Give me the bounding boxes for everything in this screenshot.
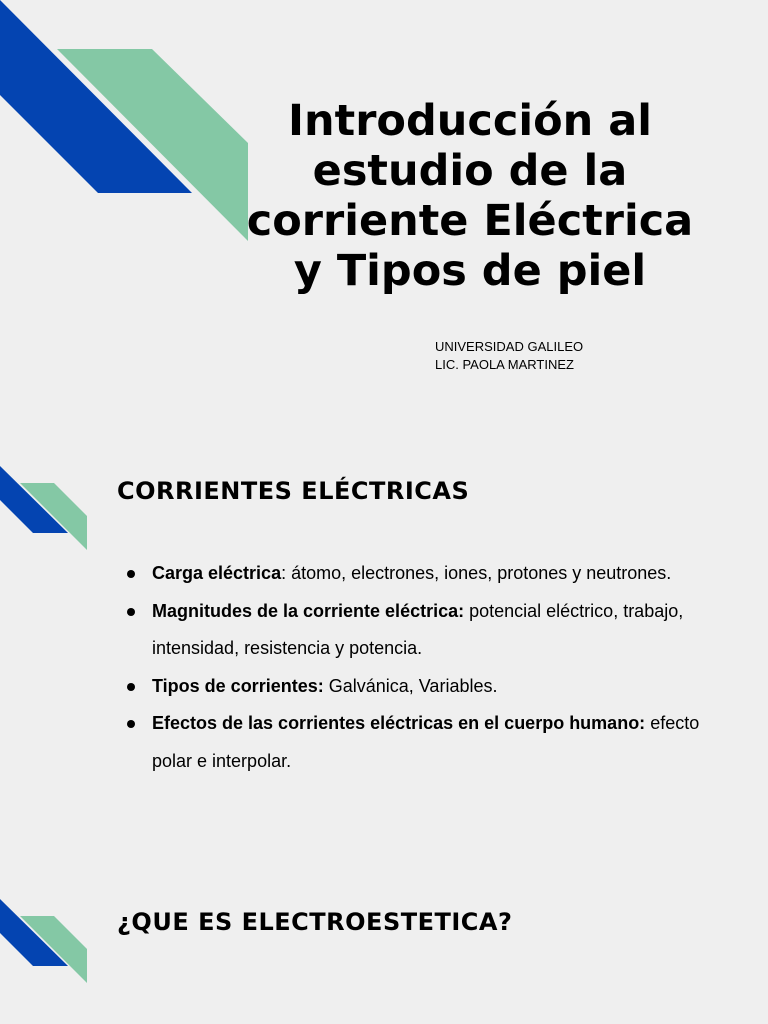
section-heading: ¿QUE ES ELECTROESTETICA? xyxy=(117,908,513,936)
bullet-text: efecto polar e interpolar. xyxy=(152,713,700,771)
bullet-text: Galvánica, Variables. xyxy=(323,675,498,696)
bullet-text: potencial eléctrico, trabajo, intensidad, resistencia y potencia. xyxy=(152,600,684,658)
bullet-bold: Carga eléctrica xyxy=(152,563,282,583)
bullet-bold: Efectos de las corrientes eléctricas en el cuerpo humano: xyxy=(152,713,646,733)
electroestetica-corner-decoration xyxy=(0,896,90,986)
presentation-title: Introducción al estudio de la corriente Eléctrica y Tipos de piel xyxy=(246,96,694,296)
bullet-text: : átomo, electrones, iones, protones y neutrones. xyxy=(281,563,672,583)
bullet-bold: Magnitudes de la corriente eléctrica: xyxy=(152,600,465,621)
subtitle-university: UNIVERSIDAD GALILEO xyxy=(435,339,584,354)
subtitle-lecturer: LIC. PAOLA MARTINEZ xyxy=(435,357,574,372)
bullet-bold: Tipos de corrientes: xyxy=(152,675,324,696)
section-heading: CORRIENTES ELÉCTRICAS xyxy=(117,477,470,505)
